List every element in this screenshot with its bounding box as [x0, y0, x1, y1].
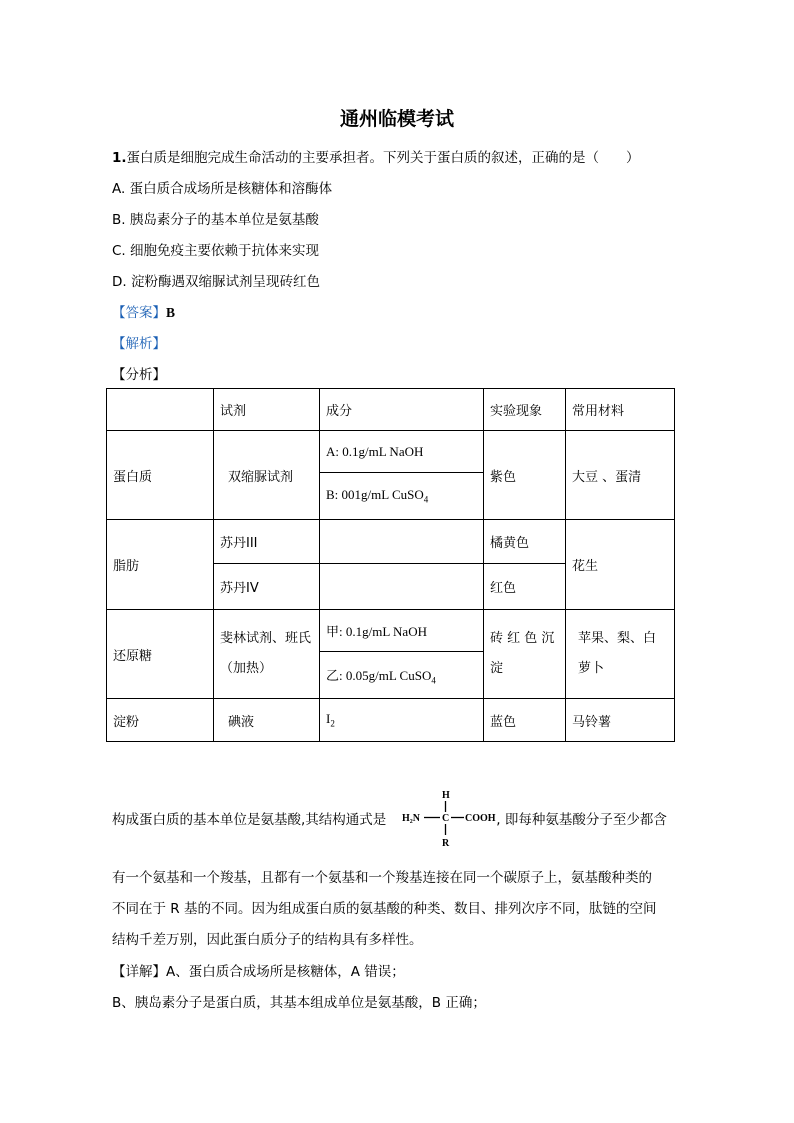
paragraph-line-2: 有一个氨基和一个羧基，且都有一个氨基和一个羧基连接在同一个碳原子上，氨基酸种类的 — [112, 870, 652, 886]
component-cell: $I_2$ — [320, 699, 484, 742]
component-cell: 乙: 0.05g/mL CuSO$_4$ — [320, 652, 484, 699]
formula-h2n: H₂N — [402, 813, 420, 824]
detail-line-2: B、胰岛素分子是蛋白质，其基本组成单位是氨基酸，B 正确； — [112, 995, 486, 1011]
option-c: C. 细胞免疫主要依赖于抗体来实现 — [112, 243, 320, 259]
phenomenon-cell: 红色 — [484, 564, 566, 610]
table-row — [107, 699, 675, 742]
analysis-label: 【解析】 — [112, 336, 166, 352]
table-row — [107, 520, 675, 564]
row-name: 淀粉 — [107, 699, 214, 742]
answer-label: 【答案】 — [112, 305, 166, 321]
material-cell: 马铃薯 — [566, 699, 675, 742]
component-cell: 甲: 0.1g/mL NaOH — [320, 610, 484, 652]
table-row — [107, 610, 675, 652]
option-d: D. 淀粉酶遇双缩脲试剂呈现砖红色 — [112, 274, 320, 290]
reagent-cell: 双缩脲试剂 — [214, 431, 320, 520]
phenomenon-cell: 砖 红 色 沉 淀 — [484, 610, 566, 699]
material-cell: 苹果、梨、白 萝卜 — [566, 610, 675, 699]
answer-line — [112, 301, 175, 321]
paragraph-line-4: 结构千差万别，因此蛋白质分子的结构具有多样性。 — [112, 932, 423, 948]
component-cell: B: 001g/mL CuSO$_4$ — [320, 473, 484, 520]
reagent-table — [106, 388, 675, 742]
formula-top-h: H — [442, 790, 450, 801]
phenomenon-cell: 橘黄色 — [484, 520, 566, 564]
reagent-cell: 斐林试剂、班氏 （加热） — [214, 610, 320, 699]
phenomenon-cell: 紫色 — [484, 431, 566, 520]
material-cell: 大豆 、蛋清 — [566, 431, 675, 520]
paragraph-line-3: 不同在于 R 基的不同。因为组成蛋白质的氨基酸的种类、数目、排列次序不同，肽链的空间 — [112, 901, 657, 917]
row-name: 脂肪 — [107, 520, 214, 610]
phenomenon-cell: 蓝色 — [484, 699, 566, 742]
row-name: 蛋白质 — [107, 431, 214, 520]
header-cell: 试剂 — [214, 389, 320, 431]
formula-c: C — [442, 813, 450, 824]
component-cell: A: 0.1g/mL NaOH — [320, 431, 484, 473]
formula-r: R — [442, 838, 450, 849]
component-cell — [320, 564, 484, 610]
fenxi-label: 【分析】 — [112, 367, 166, 383]
row-name: 还原糖 — [107, 610, 214, 699]
question-number: 1. — [112, 150, 127, 166]
reagent-cell: 苏丹IV — [214, 564, 320, 610]
formula-cooh: COOH — [465, 813, 496, 824]
question-stem — [112, 146, 640, 166]
detail-line-1: 【详解】A、蛋白质合成场所是核糖体，A 错误； — [112, 964, 405, 980]
table-header-row — [107, 389, 675, 431]
header-cell: 常用材料 — [566, 389, 675, 431]
question-text: 蛋白质是细胞完成生命活动的主要承担者。下列关于蛋白质的叙述，正确的是（ ） — [126, 150, 640, 166]
material-cell: 花生 — [566, 520, 675, 610]
header-cell — [107, 389, 214, 431]
answer-value: B — [166, 305, 176, 320]
paragraph-line-1: 构成蛋白质的基本单位是氨基酸,其结构通式是 , 即每种氨基酸分子至少都含 — [112, 812, 667, 828]
component-cell — [320, 520, 484, 564]
option-b: B. 胰岛素分子的基本单位是氨基酸 — [112, 212, 319, 228]
table-row — [107, 431, 675, 473]
reagent-cell: 苏丹III — [214, 520, 320, 564]
reagent-cell: 碘液 — [214, 699, 320, 742]
header-cell: 实验现象 — [484, 389, 566, 431]
amino-acid-structure — [398, 788, 508, 850]
page-title: 通州临模考试 — [339, 108, 454, 130]
option-a: A. 蛋白质合成场所是核糖体和溶酶体 — [112, 181, 333, 197]
header-cell: 成分 — [320, 389, 484, 431]
